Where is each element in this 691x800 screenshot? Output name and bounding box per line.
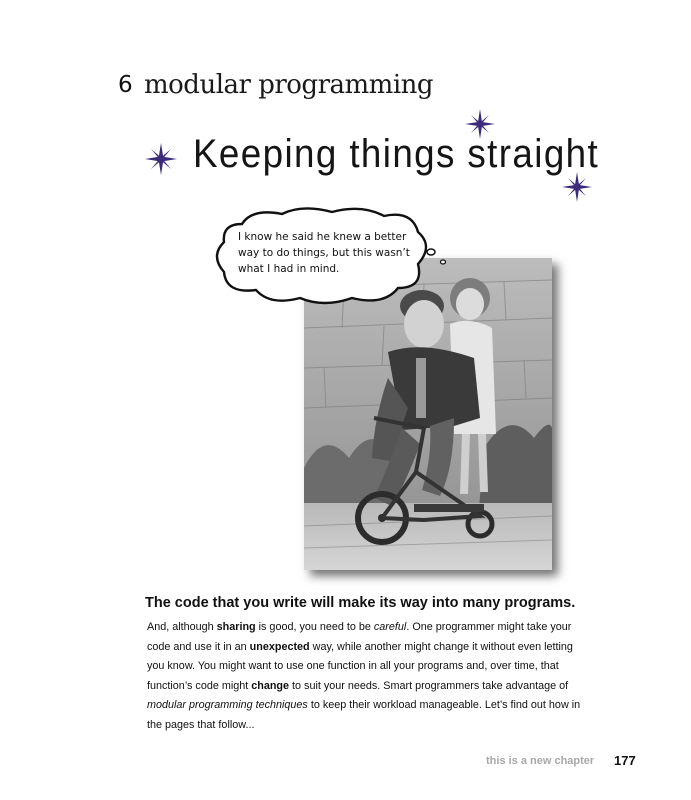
intro-paragraph: And, although sharing is good, you need to be careful. One programmer might take your code and use it in an unexpected way, while another might change it without even letting you know. You might want to use one function in all your programs and, over time, that function’s code might change to suit your needs. Smart programmers take advantage of modular programming techniques to keep their workload manageable. Let’s find out how in the pages that follow... <box>147 621 581 731</box>
emphasis-sharing: sharing <box>216 621 256 633</box>
emphasis-careful: careful <box>373 621 407 633</box>
star-icon <box>144 142 178 176</box>
emphasis-modular-programming: modular programming techniques <box>147 699 308 711</box>
chapter-title: Keeping things straight <box>193 132 600 176</box>
footer-label: this is a new chapter <box>486 755 595 767</box>
chapter-number: 6 <box>118 72 133 98</box>
chapter-name: modular programming <box>144 70 434 100</box>
thought-bubble-text: I know he said he knew a better way to do things, but this wasn’t what I had in mind. <box>238 231 410 275</box>
emphasis-change: change <box>251 679 290 692</box>
page-number: 177 <box>614 753 636 768</box>
emphasis-unexpected: unexpected <box>249 640 310 653</box>
intro-heading: The code that you write will make its way into many programs. <box>145 595 576 611</box>
